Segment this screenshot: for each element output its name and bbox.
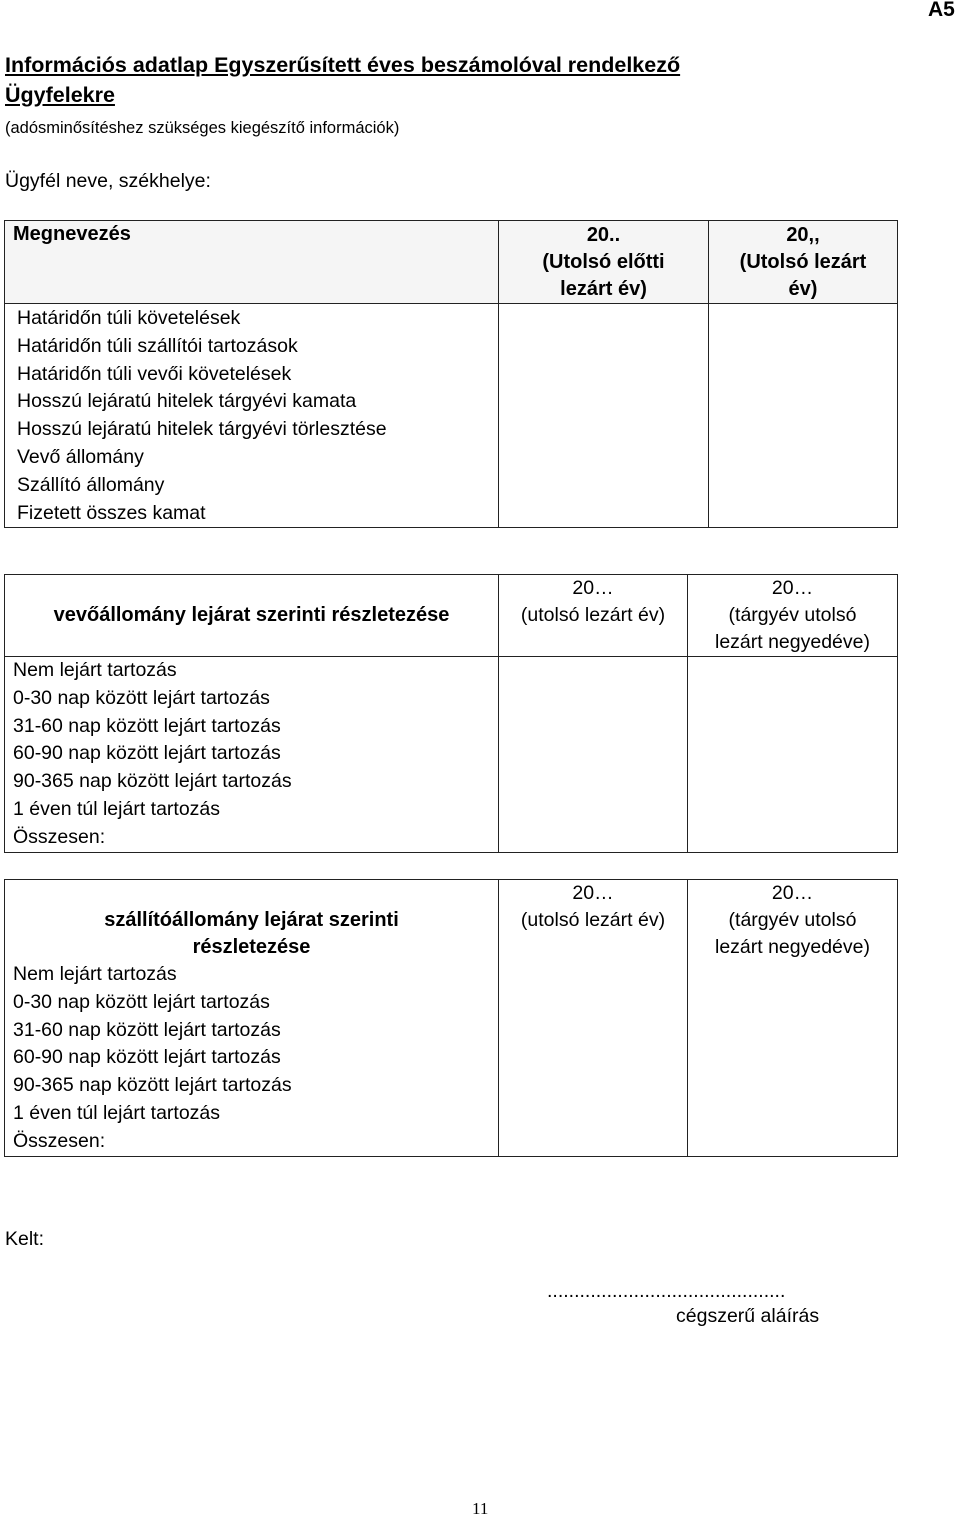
table-row-label: Nem lejárt tartozás <box>13 659 177 681</box>
column-header-last-quarter: 20… (tárgyév utolsó lezárt negyedéve) <box>714 882 870 958</box>
table-row-label: 1 éven túl lejárt tartozás <box>13 797 221 820</box>
indicators-table <box>4 220 898 528</box>
column-header-name: vevőállomány lejárat szerinti részletezése <box>5 575 499 657</box>
column-header-prev-year: 20.. (Utolsó előtti lezárt év) <box>499 221 709 304</box>
table-row-label: Összesen: <box>13 825 106 848</box>
table-row-label: Hosszú lejáratú hitelek tárgyévi törlesztése <box>17 418 387 441</box>
client-name-label: Ügyfél neve, székhelye: <box>5 170 211 192</box>
form-code-label: A5 <box>928 0 955 21</box>
prev-year-value-cell[interactable] <box>499 304 709 528</box>
table-row-label: 0-30 nap között lejárt tartozás <box>13 686 270 709</box>
table-header-row <box>5 221 898 304</box>
last-year-value-cell[interactable] <box>709 304 898 528</box>
payables-aging-table <box>4 879 898 1157</box>
last-quarter-value-cell[interactable] <box>688 657 898 853</box>
row-labels-cell <box>5 304 499 528</box>
table-row-label: 90-365 nap között lejárt tartozás <box>13 1074 292 1097</box>
last-quarter-value-cell[interactable] <box>688 880 898 1157</box>
table-row-label: 31-60 nap között lejárt tartozás <box>13 1018 281 1041</box>
last-year-value-cell[interactable] <box>499 657 688 853</box>
table-row-label: 31-60 nap között lejárt tartozás <box>13 714 281 737</box>
document-subtitle: (adósminősítéshez szükséges kiegészítő információk) <box>5 119 400 137</box>
table-row-label: 60-90 nap között lejárt tartozás <box>13 742 281 765</box>
table-row-label: Szállító állomány <box>17 473 165 496</box>
table-row-label: Fizetett összes kamat <box>17 501 206 524</box>
signature-label: cégszerű aláírás <box>676 1305 820 1327</box>
title-line-1: Információs adatlap Egyszerűsített éves beszámolóval rendelkező <box>5 53 681 77</box>
column-header-last-year: 20,, (Utolsó lezárt év) <box>709 221 898 304</box>
table-row-label: Hosszú lejáratú hitelek tárgyévi kamata <box>17 390 357 413</box>
row-labels-cell <box>5 880 499 1157</box>
date-label: Kelt: <box>5 1228 45 1250</box>
column-header-name: Megnevezés <box>5 221 499 304</box>
document-title <box>5 50 885 110</box>
table-row-label: 0-30 nap között lejárt tartozás <box>13 990 270 1013</box>
column-header-last-year: 20… (utolsó lezárt év) <box>520 882 666 931</box>
table-header-row <box>5 575 898 657</box>
last-year-value-cell[interactable] <box>499 880 688 1157</box>
table-row-label: Határidőn túli szállítói tartozások <box>17 334 298 357</box>
receivables-aging-table <box>4 574 898 853</box>
table-row-label: 60-90 nap között lejárt tartozás <box>13 1046 281 1069</box>
signature-line: ............................................ <box>547 1280 786 1302</box>
column-header-last-year: 20… (utolsó lezárt év) <box>499 575 688 657</box>
table-row-label: 1 éven túl lejárt tartozás <box>13 1101 221 1124</box>
table-row-label: Összesen: <box>13 1129 106 1152</box>
table-row-label: Határidőn túli vevői követelések <box>17 362 292 385</box>
column-header-last-quarter: 20… (tárgyév utolsó lezárt negyedéve) <box>688 575 898 657</box>
title-line-2: Ügyfelekre <box>5 83 115 107</box>
column-header-name: szállítóállomány lejárat szerinti részletezése <box>104 909 399 958</box>
table-row-label: 90-365 nap között lejárt tartozás <box>13 770 292 793</box>
table-row-label: Határidőn túli követelések <box>17 307 241 329</box>
page-number: 11 <box>472 1499 489 1518</box>
table-row-label: Vevő állomány <box>17 445 144 468</box>
table-row-label: Nem lejárt tartozás <box>13 963 177 985</box>
row-labels-cell <box>5 657 499 853</box>
